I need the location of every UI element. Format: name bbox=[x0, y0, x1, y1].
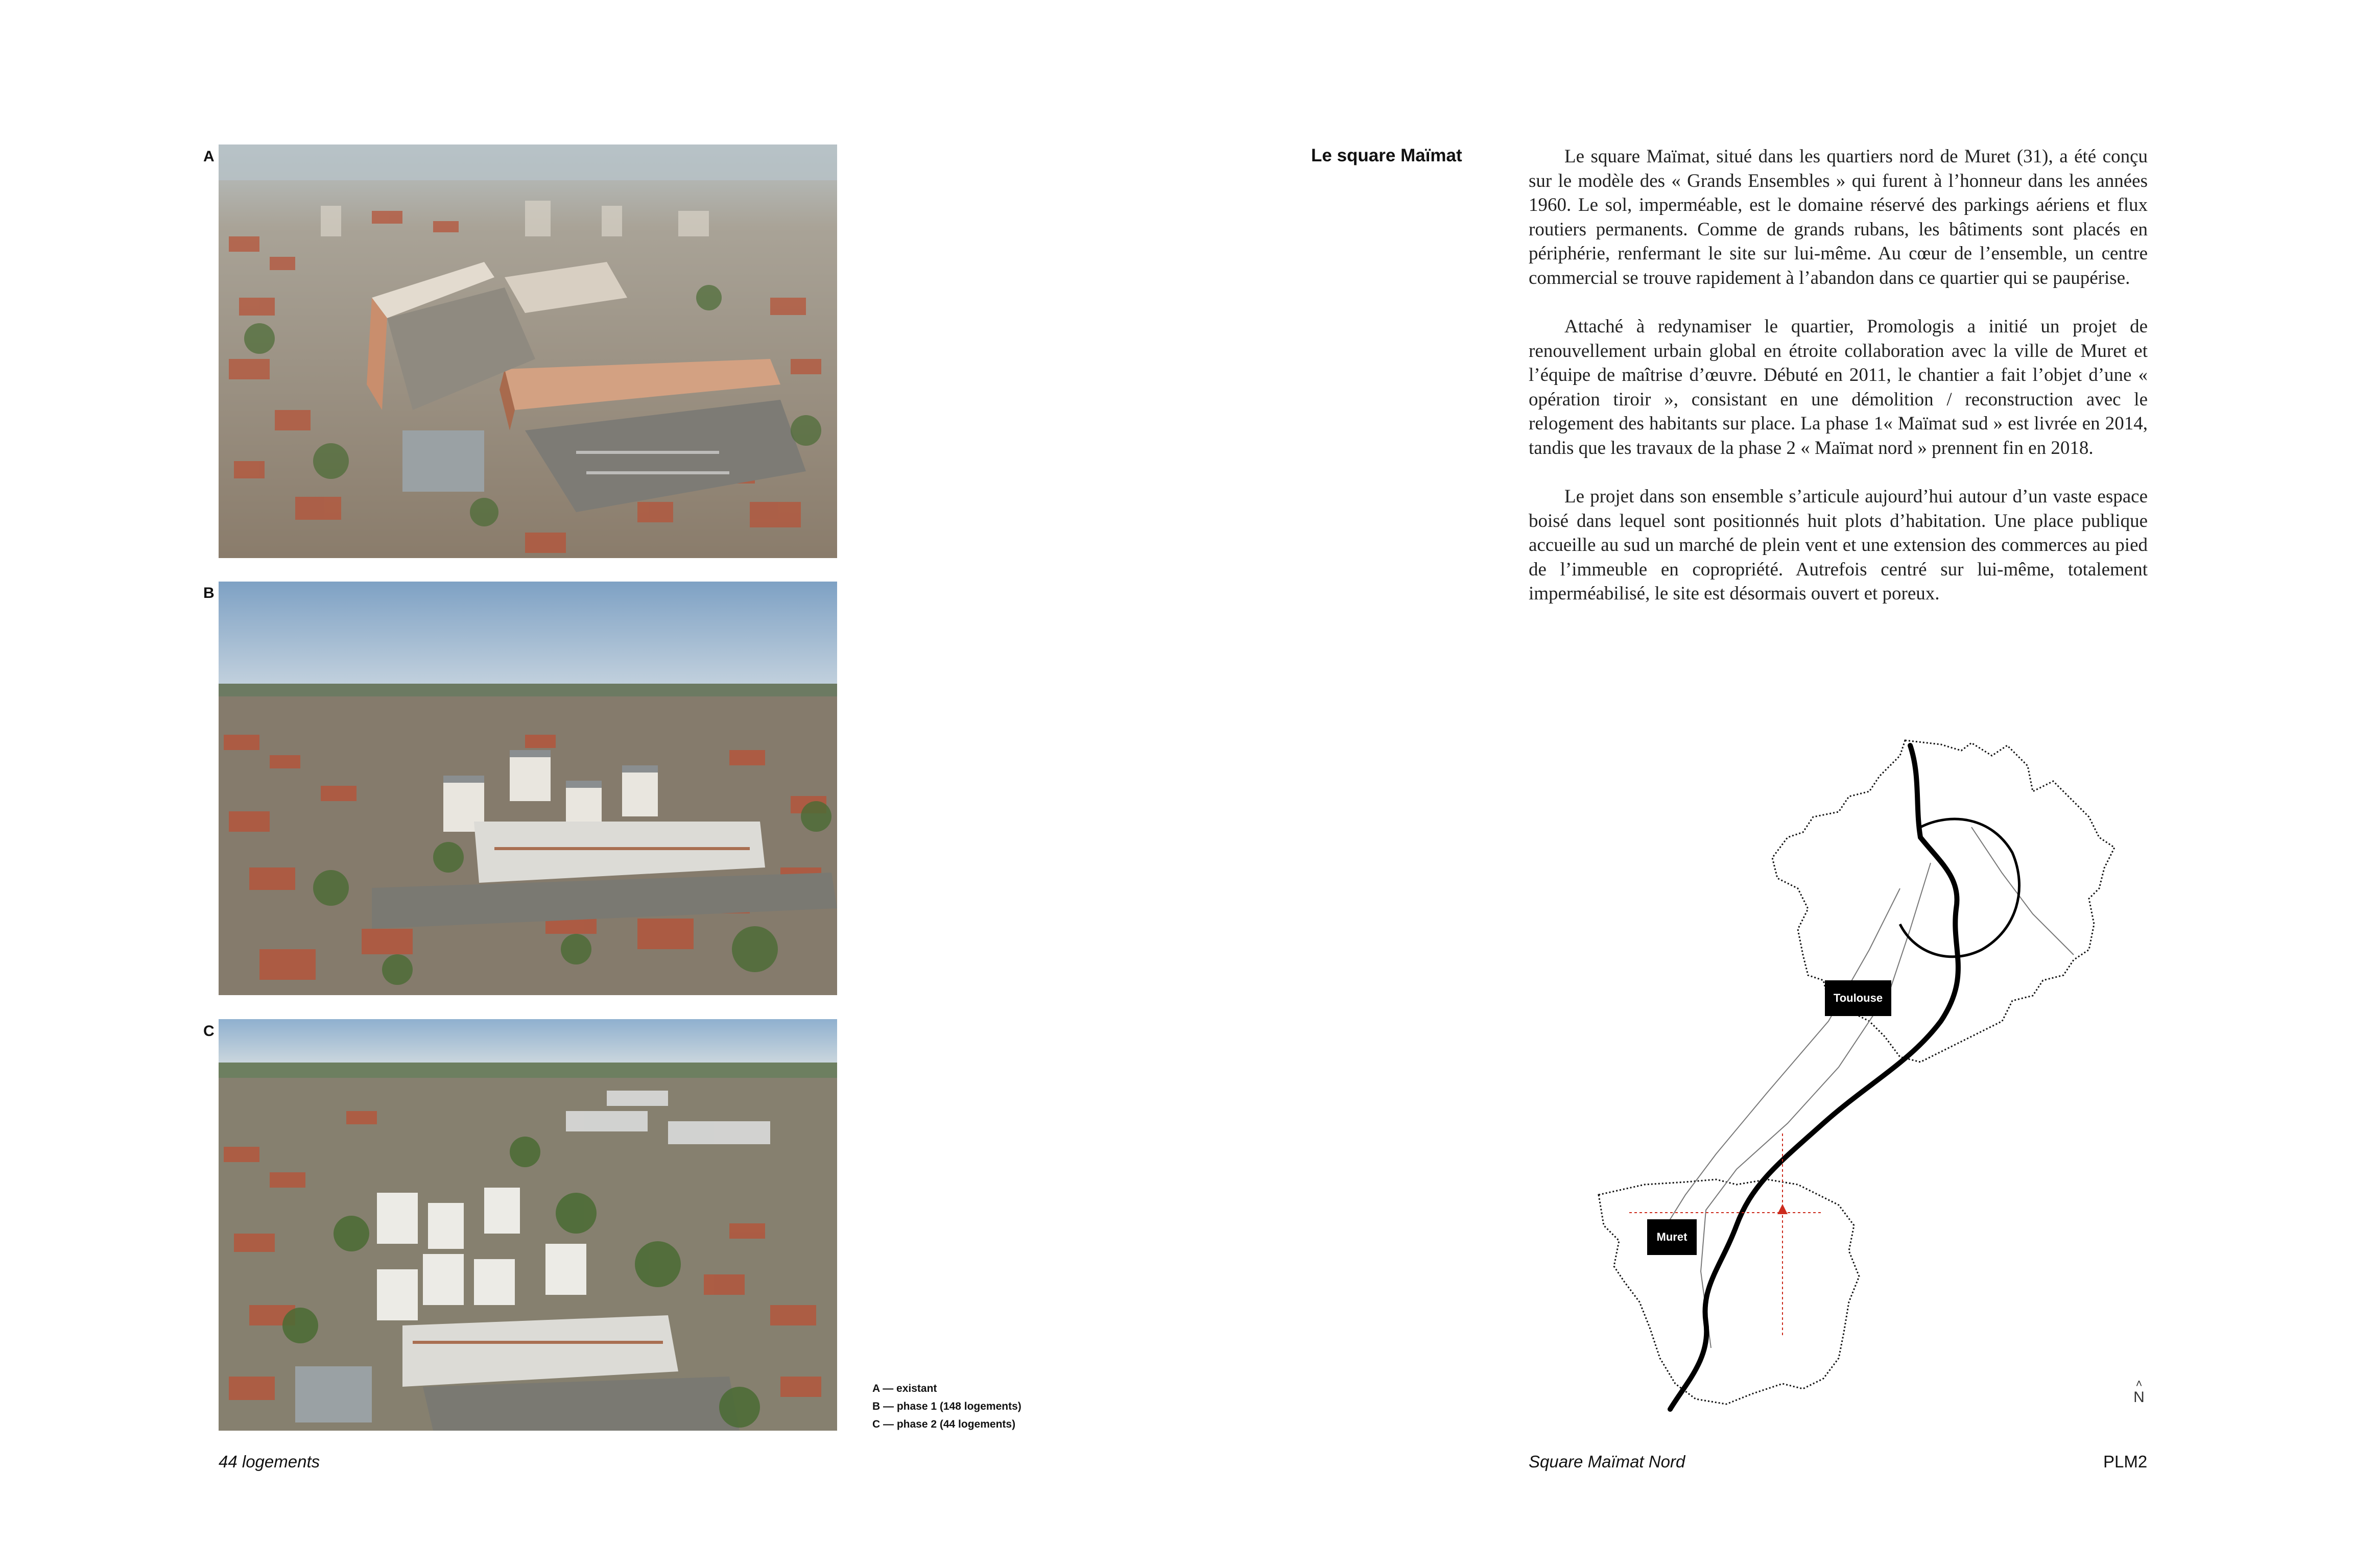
section-title: Le square Maïmat bbox=[1311, 146, 1462, 165]
photo-c-letter: C bbox=[203, 1023, 215, 1040]
photo-captions bbox=[872, 1380, 1021, 1433]
paragraph-3: Le projet dans son ensemble s’articule aujourd’hui autour d’un vaste espace boisé dans lequel sont positionnés huit plots d’habitation. Une place publique accueille au sud un marché de plein vent et une extension des commerces au pied de l’immeuble en copropriété. Autrefois centré sur lui-même, totalement imperméabilisé, le site est désormais ouvert et poreux. bbox=[1529, 486, 2148, 604]
paragraph-2: Attaché à redynamiser le quartier, Promologis a initié un projet de renouvellement urbain global en étroite collaboration avec la ville de Muret et l’équipe de maîtrise d’œuvre. Débuté en 2011, le chantier a fait l’objet d’une « opération tiroir », consistant en une démolition / reconstruction avec le relogement des habitants sur place. La phase 1« Maïmat sud » est livrée en 2014, tandis que les travaux de la phase 2 « Maïmat nord » prennent fin en 2018. bbox=[1529, 316, 2148, 459]
footer-right: PLM2 bbox=[2103, 1452, 2148, 1471]
map-label-muret: Muret bbox=[1647, 1219, 1697, 1255]
body-text bbox=[1529, 144, 2148, 631]
location-map bbox=[1583, 735, 2155, 1414]
north-letter: N bbox=[2133, 1389, 2145, 1406]
photo-a-existant bbox=[219, 144, 837, 558]
north-arrow bbox=[2129, 1379, 2149, 1406]
footer-left: 44 logements bbox=[219, 1452, 320, 1471]
photo-b-letter: B bbox=[203, 585, 215, 601]
north-arrow-icon: ˄ bbox=[2135, 1377, 2143, 1390]
photo-b-phase1 bbox=[219, 582, 837, 995]
footer-center: Square Maïmat Nord bbox=[1529, 1452, 1685, 1471]
paragraph-1: Le square Maïmat, situé dans les quartiers nord de Muret (31), a été conçu sur le modèle des « Grands Ensembles » qui furent à l’honneur dans les années 1960. Le sol, imperméable, est le domaine réservé des parkings aériens et flux routiers permanents. Comme de grands rubans, les bâtiments sont placés en périphérie, renfermant le site sur lui-même. Au cœur de l’ensemble, un centre commercial se trouve rapidement à l’abandon dans ce quartier qui se paupérise. bbox=[1529, 146, 2148, 288]
photo-a-letter: A bbox=[203, 148, 215, 165]
map-label-toulouse: Toulouse bbox=[1825, 980, 1891, 1016]
site-marker-icon bbox=[1777, 1204, 1788, 1214]
caption-a: A — existant bbox=[872, 1383, 937, 1394]
caption-c: C — phase 2 (44 logements) bbox=[872, 1418, 1016, 1430]
caption-b: B — phase 1 (148 logements) bbox=[872, 1401, 1021, 1412]
photo-c-phase2 bbox=[219, 1019, 837, 1431]
